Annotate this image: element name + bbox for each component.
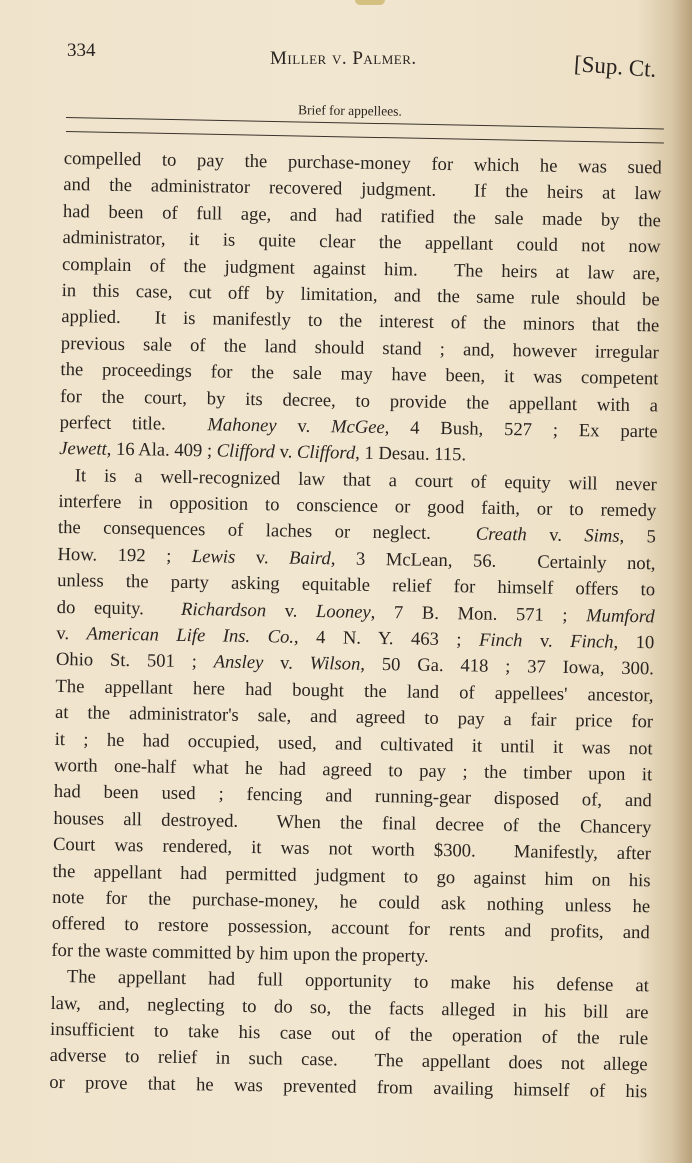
case-name: Clifford (296, 441, 356, 464)
case-name: Richardson (180, 598, 267, 621)
subheading: Brief for appellees. (297, 102, 402, 119)
text-segment: for the court, by its decree, to provide the appellant with a (59, 385, 659, 416)
text-segment: , 4 N. Y. 463 ; (293, 626, 480, 651)
text-segment: v. (263, 652, 310, 675)
text-segment: in this case, cut off by limitation, and the same rule should be (61, 279, 660, 311)
text-segment: How. 192 ; (57, 543, 193, 567)
case-name: Sims (584, 525, 620, 548)
text-segment: or prove that he was prevented from availing himself of his (49, 1071, 648, 1102)
text-segment: houses all destroyed. When the final decree of the Chancery (53, 807, 652, 839)
case-name: Finch (570, 631, 614, 653)
text-segment: do equity. (56, 596, 182, 620)
text-segment: , 1 Desau. 115. (355, 442, 467, 466)
text-segment: , 50 Ga. 418 ; 37 Iowa, 300. (360, 654, 655, 680)
case-name: Baird (288, 547, 331, 570)
text-segment: had been of full age, and had ratified the sale made by the (62, 200, 662, 232)
case-name: Finch (478, 629, 523, 652)
text-segment: at the administrator's sale, and agreed to pay a fair price for (54, 702, 654, 733)
text-segment: , 3 McLean, 56. Certainly not, (330, 548, 656, 575)
case-name: Clifford (216, 440, 276, 463)
text-segment: The appellant had full opportunity to make his defense at (66, 966, 650, 997)
text-segment: interfere in opposition to conscience or good faith, or to remedy (58, 491, 657, 522)
case-name: Jewett (59, 438, 107, 461)
court-label: [Sup. Ct. (573, 51, 658, 82)
case-name: Looney (315, 600, 371, 623)
text-segment: , 5 (619, 526, 657, 548)
text-segment: v. (265, 599, 317, 622)
text-segment: The appellant here had bought the land of appellees' ancestor, (55, 675, 654, 707)
case-name: American Life Ins. Co. (86, 623, 295, 648)
text-segment: for the waste committed by him upon the property. (51, 939, 429, 967)
text-segment: applied. It is manifestly to the interest of the minors that the (61, 306, 660, 337)
page-number: 334 (67, 40, 96, 61)
text-segment: , 7 B. Mon. 571 ; (370, 601, 587, 626)
case-name: Lewis (191, 545, 236, 568)
text-segment: insufficient to take his case out of the operation of the rule (49, 1018, 649, 1050)
text-segment: compelled to pay the purchase-money for which he was sued (63, 147, 662, 179)
text-segment: worth one-half what he had agreed to pay ; the timber upon it (54, 754, 653, 786)
text-segment: v. (56, 622, 87, 645)
text-segment: had been used ; fencing and running-gear disposed of, and (53, 781, 652, 812)
text-segment: v. (526, 524, 585, 547)
text-segment: v. (235, 546, 290, 569)
text-segment: v. (276, 415, 332, 438)
case-name: Wilson (309, 653, 361, 676)
text-segment: previous sale of the land should stand ; and, however irregular (60, 332, 659, 364)
text-segment: Ohio St. 501 ; (55, 649, 214, 673)
text-segment: law, and, neglecting to do so, the facts alleged in his bill are (50, 992, 649, 1023)
case-name: McGee (330, 416, 385, 438)
text-segment: Court was rendered, it was not worth $300. Manifestly, after (52, 834, 652, 865)
case-name: Ansley (213, 651, 264, 674)
body-text (49, 146, 662, 1105)
text-segment: perfect title. (59, 411, 208, 436)
text-segment: , 10 (613, 631, 655, 654)
text-segment: and the administrator recovered judgment. If the heirs at law (63, 174, 662, 205)
case-name: Mumford (585, 604, 655, 627)
text-segment: complain of the judgment against him. The heirs at law are, (61, 253, 661, 284)
case-name: Creath (475, 523, 527, 546)
page-smudge (355, 0, 385, 5)
text-segment: unless the party asking equitable relief for himself offers to (57, 570, 656, 601)
text-segment: the appellant had permitted judgment to go against him on his (52, 860, 651, 891)
running-title: Miller v. Palmer. (270, 48, 417, 69)
text-segment: offered to restore possession, account for rents and profits, and (51, 913, 650, 944)
text-segment: the consequences of laches or neglect. (57, 517, 476, 545)
text-segment: , 16 Ala. 409 ; (106, 439, 217, 462)
text-segment: , 4 Bush, 527 ; Ex parte (384, 416, 658, 443)
text-segment: note for the purchase-money, he could ask nothing unless he (52, 886, 651, 918)
case-name: Mahoney (207, 414, 277, 437)
text-segment: v. (522, 630, 571, 653)
text-segment: v. (274, 441, 298, 463)
text-segment: the proceedings for the sale may have been, it was competent (60, 359, 659, 390)
text-segment: it ; he had occupied, used, and cultivated it until it was not (54, 728, 653, 759)
text-segment: adverse to relief in such case. The appellant does not allege (49, 1045, 648, 1076)
text-segment: administrator, it is quite clear the appellant could not now (62, 227, 661, 258)
subheading-rule (66, 131, 664, 143)
text-segment: It is a well-recognized law that a court of equity will never (74, 464, 657, 496)
